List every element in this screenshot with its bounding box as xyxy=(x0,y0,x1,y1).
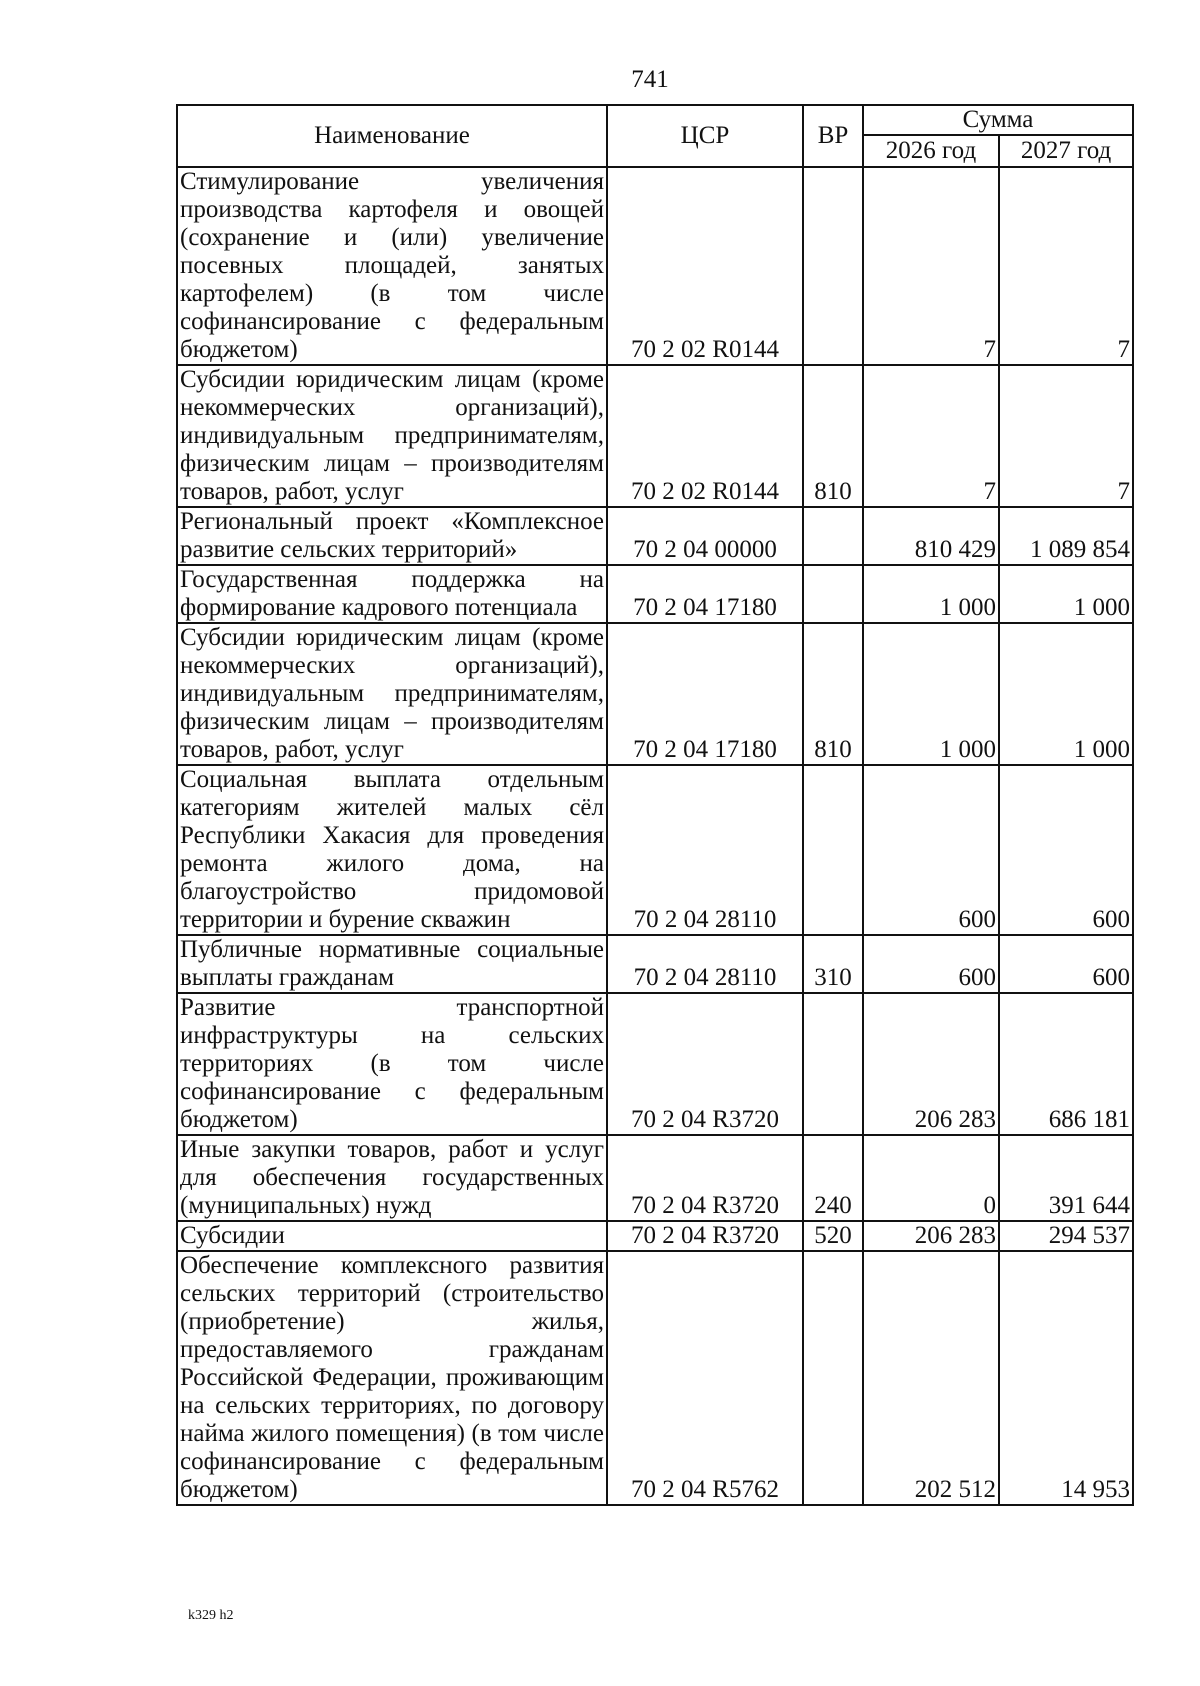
row-sum-2026: 202 512 xyxy=(863,1251,999,1505)
row-name: Стимулирование увеличения производства картофеля и овощей (сохранение и (или) увеличение посевных площадей, занятых картофелем) (в том числе софинансирование с федеральным бюджетом) xyxy=(177,167,607,365)
row-sum-2026: 206 283 xyxy=(863,1221,999,1251)
header-name: Наименование xyxy=(177,105,607,167)
row-name: Государственная поддержка на формирование кадрового потенциала xyxy=(177,565,607,623)
row-vr: 810 xyxy=(803,365,863,507)
row-vr xyxy=(803,1251,863,1505)
row-csr: 70 2 04 R3720 xyxy=(607,993,803,1135)
budget-table xyxy=(176,104,1134,1506)
row-sum-2027: 1 000 xyxy=(999,623,1133,765)
row-vr xyxy=(803,565,863,623)
row-sum-2027: 391 644 xyxy=(999,1135,1133,1221)
row-sum-2026: 600 xyxy=(863,765,999,935)
row-sum-2026: 7 xyxy=(863,365,999,507)
table-row xyxy=(177,365,1133,507)
row-csr: 70 2 04 R5762 xyxy=(607,1251,803,1505)
row-sum-2027: 7 xyxy=(999,167,1133,365)
row-csr: 70 2 02 R0144 xyxy=(607,365,803,507)
table-row xyxy=(177,993,1133,1135)
header-year-2027: 2027 год xyxy=(999,135,1133,167)
row-csr: 70 2 04 17180 xyxy=(607,565,803,623)
row-name: Обеспечение комплексного развития сельских территорий (строительство (приобретение) жилья, предоставляемого гражданам Российской Федерации, проживающим на сельских территориях, по договору найма жилого помещения) (в том числе софинансирование с федеральным бюджетом) xyxy=(177,1251,607,1505)
table-row xyxy=(177,1135,1133,1221)
row-sum-2026: 1 000 xyxy=(863,623,999,765)
row-sum-2027: 600 xyxy=(999,935,1133,993)
row-sum-2027: 1 000 xyxy=(999,565,1133,623)
row-sum-2027: 686 181 xyxy=(999,993,1133,1135)
header-year-2026: 2026 год xyxy=(863,135,999,167)
row-sum-2026: 7 xyxy=(863,167,999,365)
row-csr: 70 2 04 17180 xyxy=(607,623,803,765)
row-sum-2027: 14 953 xyxy=(999,1251,1133,1505)
table-row xyxy=(177,565,1133,623)
row-name: Региональный проект «Комплексное развитие сельских территорий» xyxy=(177,507,607,565)
table-row xyxy=(177,935,1133,993)
header-vr: ВР xyxy=(803,105,863,167)
row-name: Развитие транспортной инфраструктуры на сельских территориях (в том числе софинансирование с федеральным бюджетом) xyxy=(177,993,607,1135)
table-header xyxy=(177,105,1133,167)
row-csr: 70 2 04 R3720 xyxy=(607,1135,803,1221)
page-number: 741 xyxy=(631,66,669,93)
row-sum-2026: 1 000 xyxy=(863,565,999,623)
row-sum-2026: 600 xyxy=(863,935,999,993)
row-csr: 70 2 04 28110 xyxy=(607,935,803,993)
row-sum-2027: 1 089 854 xyxy=(999,507,1133,565)
table-row xyxy=(177,623,1133,765)
row-vr xyxy=(803,507,863,565)
footer-code: k329 h2 xyxy=(188,1608,234,1623)
row-vr: 240 xyxy=(803,1135,863,1221)
row-vr: 520 xyxy=(803,1221,863,1251)
row-csr: 70 2 04 00000 xyxy=(607,507,803,565)
header-sum: Сумма xyxy=(863,105,1133,135)
row-name: Социальная выплата отдельным категориям жителей малых сёл Республики Хакасия для проведения ремонта жилого дома, на благоустройство придомовой территории и бурение скважин xyxy=(177,765,607,935)
row-name: Иные закупки товаров, работ и услуг для обеспечения государственных (муниципальных) нужд xyxy=(177,1135,607,1221)
row-sum-2027: 600 xyxy=(999,765,1133,935)
row-name: Субсидии xyxy=(177,1221,607,1251)
row-csr: 70 2 04 R3720 xyxy=(607,1221,803,1251)
row-sum-2027: 294 537 xyxy=(999,1221,1133,1251)
table-row xyxy=(177,765,1133,935)
row-sum-2026: 0 xyxy=(863,1135,999,1221)
row-sum-2027: 7 xyxy=(999,365,1133,507)
table-row xyxy=(177,1221,1133,1251)
row-vr: 310 xyxy=(803,935,863,993)
row-vr xyxy=(803,993,863,1135)
row-vr: 810 xyxy=(803,623,863,765)
row-csr: 70 2 04 28110 xyxy=(607,765,803,935)
header-csr: ЦСР xyxy=(607,105,803,167)
row-name: Субсидии юридическим лицам (кроме некоммерческих организаций), индивидуальным предпринимателям, физическим лицам – производителям товаров, работ, услуг xyxy=(177,623,607,765)
row-vr xyxy=(803,167,863,365)
row-sum-2026: 810 429 xyxy=(863,507,999,565)
row-name: Субсидии юридическим лицам (кроме некоммерческих организаций), индивидуальным предпринимателям, физическим лицам – производителям товаров, работ, услуг xyxy=(177,365,607,507)
row-vr xyxy=(803,765,863,935)
table-row xyxy=(177,167,1133,365)
table-row xyxy=(177,507,1133,565)
row-csr: 70 2 02 R0144 xyxy=(607,167,803,365)
row-sum-2026: 206 283 xyxy=(863,993,999,1135)
row-name: Публичные нормативные социальные выплаты гражданам xyxy=(177,935,607,993)
table-row xyxy=(177,1251,1133,1505)
